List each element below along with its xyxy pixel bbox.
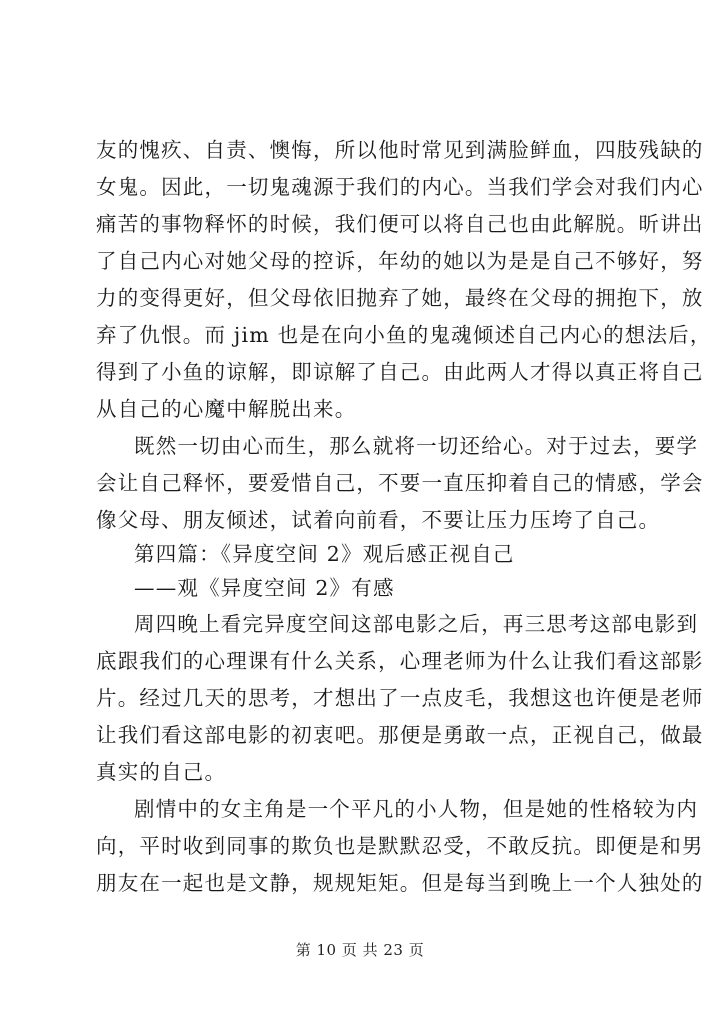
- paragraph-line: 力的变得更好，但父母依旧抛弃了她，最终在父母的拥抱下，放: [96, 286, 704, 310]
- page-number-footer: 第 10 页 共 23 页: [295, 941, 425, 959]
- paragraph-line: 朋友在一起也是文静，规规矩矩。但是每当到晚上一个人独处的: [96, 871, 704, 895]
- paragraph-line: 剧情中的女主角是一个平凡的小人物，但是她的性格较为内: [134, 797, 699, 821]
- paragraph-line: 会让自己释怀，要爱惜自己，不要一直压抑着自己的情感，学会: [96, 471, 704, 495]
- paragraph-line: 得到了小鱼的谅解，即谅解了自己。由此两人才得以真正将自己: [96, 360, 704, 384]
- paragraph-line: 痛苦的事物释怀的时候，我们便可以将自己也由此解脱。昕讲出: [96, 212, 704, 236]
- paragraph-line: 真实的自己。: [96, 760, 227, 784]
- paragraph-line: 从自己的心魔中解脱出来。: [96, 397, 357, 421]
- paragraph-line: 像父母、朋友倾述，试着向前看，不要让压力压垮了自己。: [96, 508, 661, 532]
- paragraph-line: 周四晚上看完异度空间这部电影之后，再三思考这部电影到: [134, 612, 699, 636]
- paragraph-line: 向，平时收到同事的欺负也是默默忍受，不敢反抗。即便是和男: [96, 834, 704, 858]
- section-heading: 第四篇：《异度空间 2》观后感正视自己: [134, 542, 515, 566]
- paragraph-line: 友的愧疚、自责、懊悔，所以他时常见到满脸鲜血，四肢残缺的: [96, 138, 704, 162]
- paragraph-line: 弃了仇恨。而 jim 也是在向小鱼的鬼魂倾述自己内心的想法后，: [96, 323, 712, 347]
- paragraph-line: 让我们看这部电影的初衷吧。那便是勇敢一点，正视自己，做最: [96, 723, 704, 747]
- paragraph-line: 既然一切由心而生，那么就将一切还给心。对于过去，要学: [134, 434, 699, 458]
- paragraph-line: 片。经过几天的思考，才想出了一点皮毛，我想这也许便是老师: [96, 686, 704, 710]
- paragraph-line: 底跟我们的心理课有什么关系，心理老师为什么让我们看这部影: [96, 649, 704, 673]
- paragraph-line: 女鬼。因此，一切鬼魂源于我们的内心。当我们学会对我们内心: [96, 175, 704, 199]
- paragraph-line: 了自己内心对她父母的控诉，年幼的她以为是是自己不够好，努: [96, 249, 704, 273]
- section-subheading: ——观《异度空间 2》有感: [134, 576, 395, 600]
